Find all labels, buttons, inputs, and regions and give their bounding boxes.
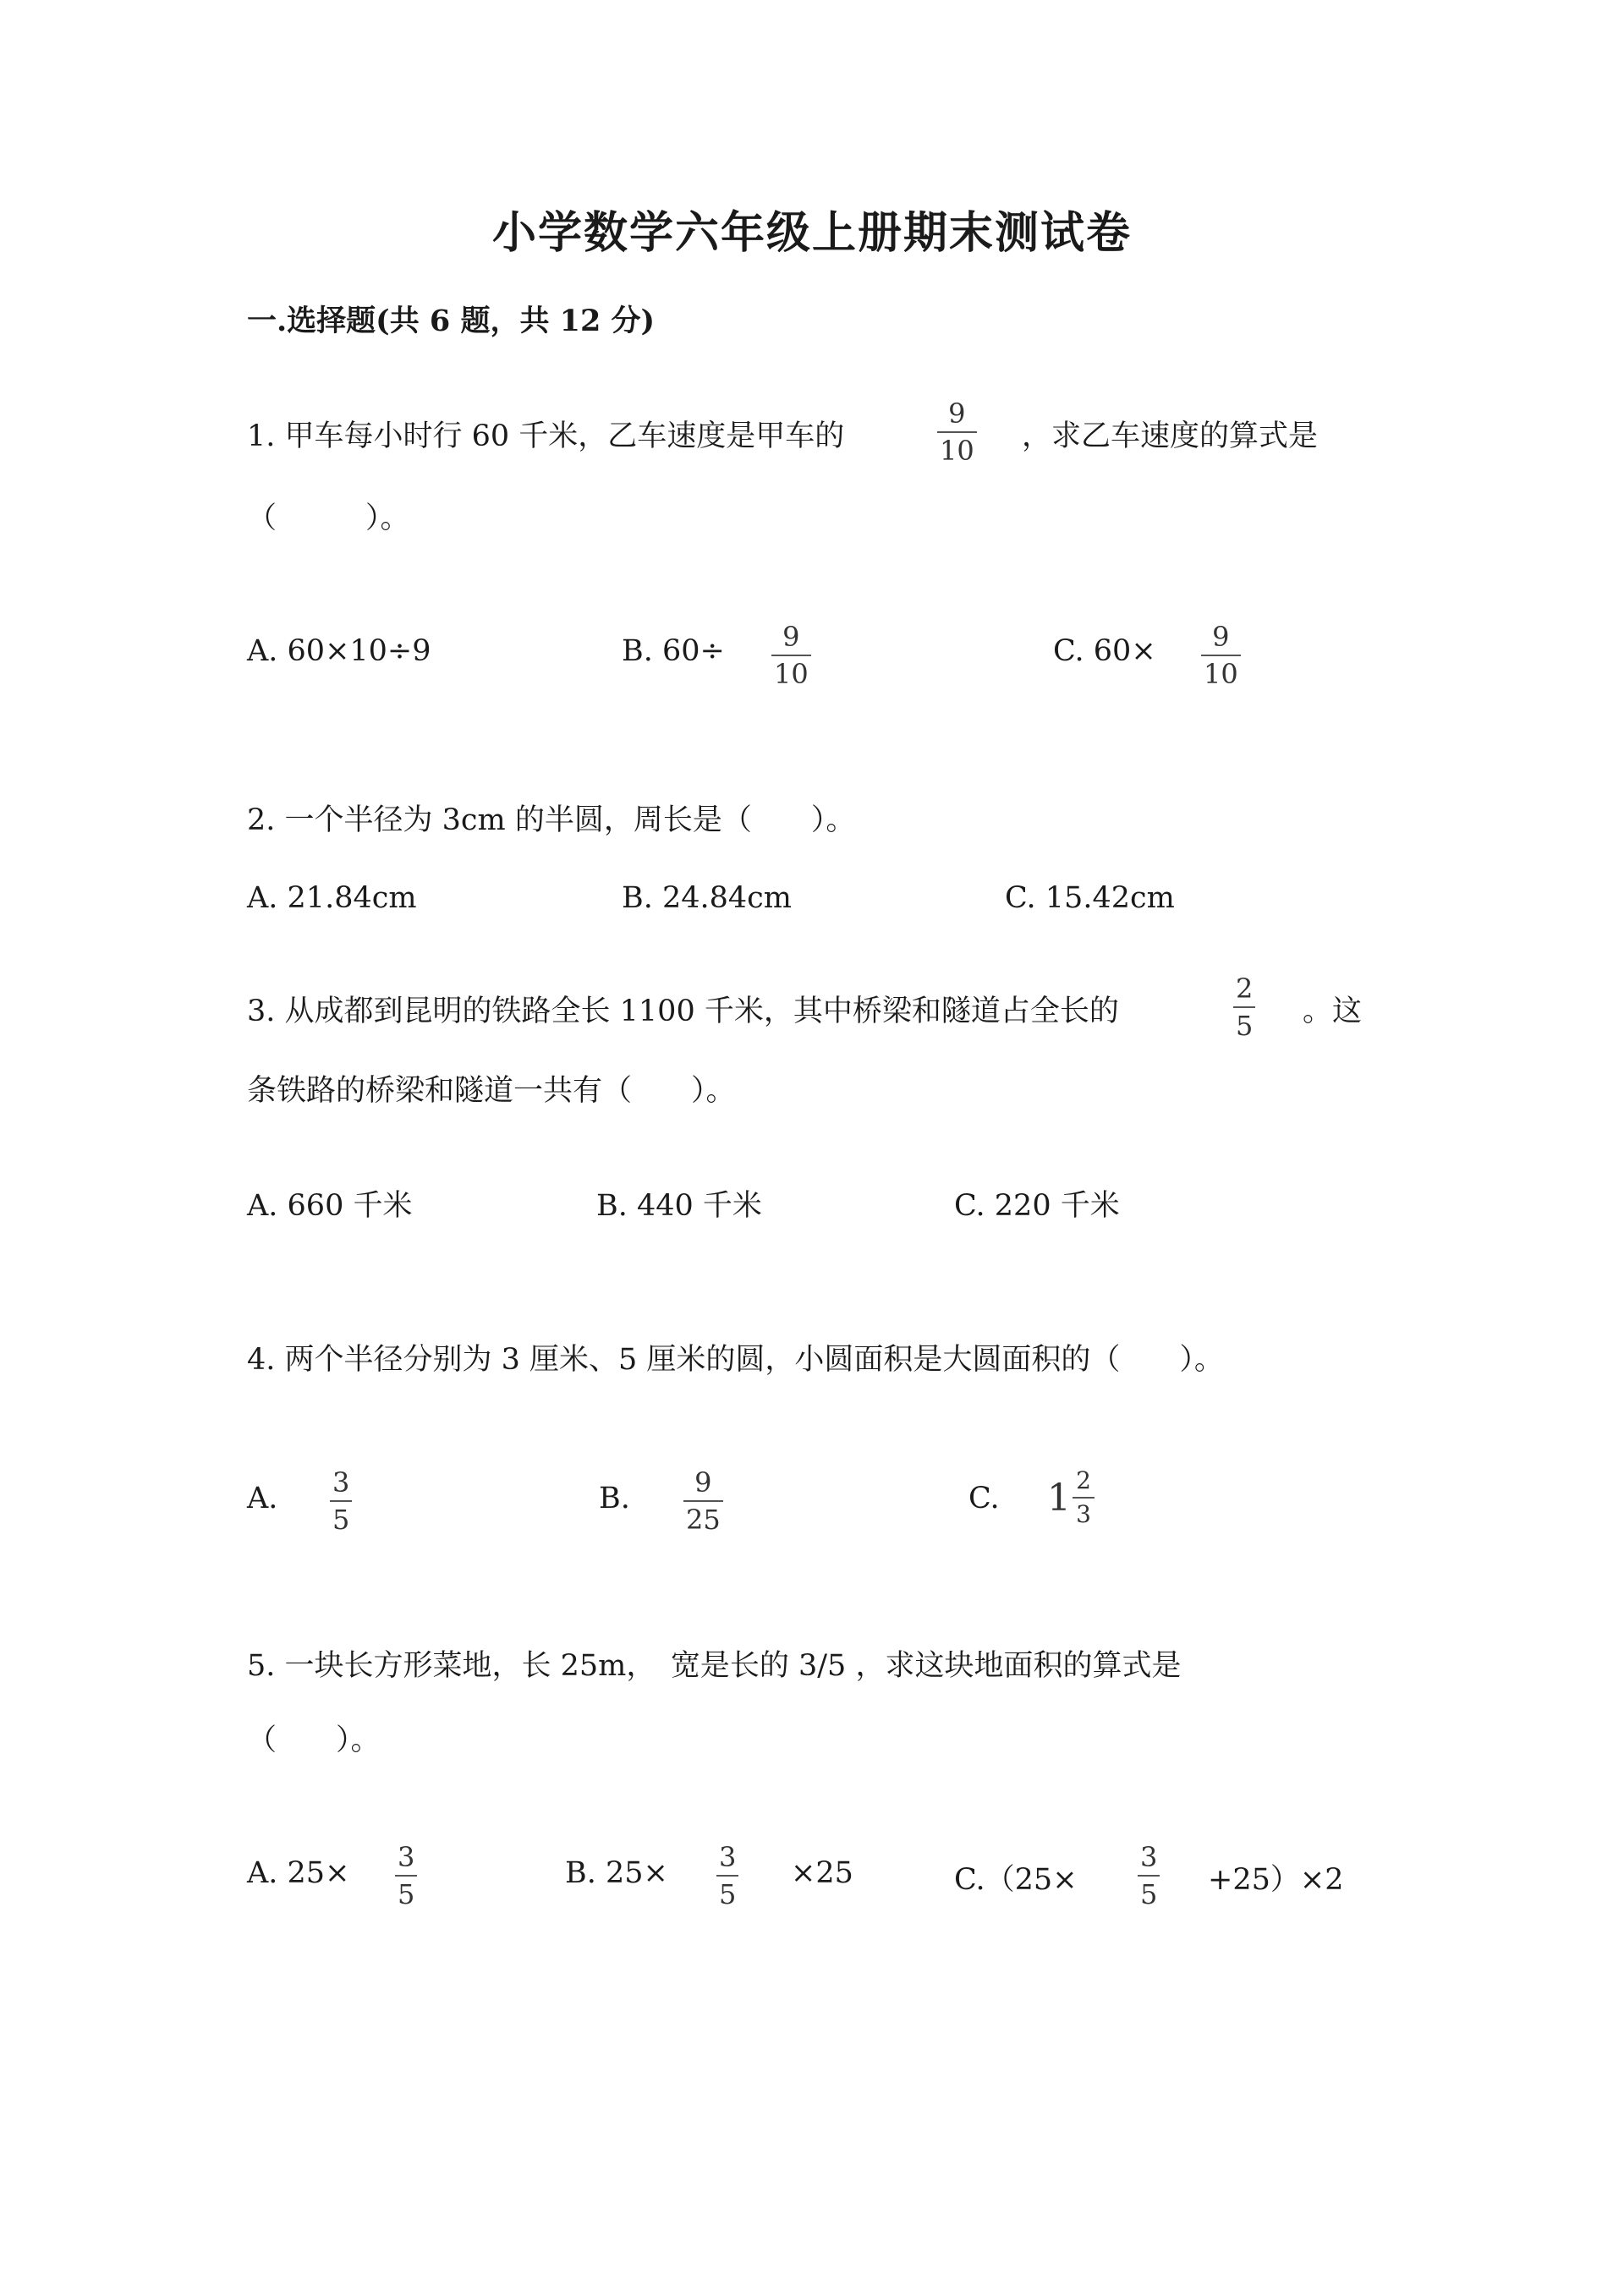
- question-3-option-b[interactable]: B. 440 千米: [596, 1189, 762, 1223]
- section-heading: 一.选择题(共 6 题，共 12 分): [247, 304, 656, 338]
- question-5-option-a[interactable]: A. 25×: [247, 1856, 350, 1890]
- fraction-denominator: 5: [1236, 1010, 1254, 1042]
- fraction-denominator: 5: [719, 1878, 737, 1910]
- fraction-numerator: 3: [332, 1466, 350, 1499]
- question-4-option-a-fraction: [330, 1466, 352, 1536]
- question-4-option-b[interactable]: B.: [599, 1482, 630, 1515]
- fraction-numerator: 9: [1212, 621, 1230, 653]
- question-5-option-b[interactable]: B. 25×: [565, 1856, 668, 1890]
- fraction-numerator: 3: [719, 1841, 737, 1873]
- question-4-option-b-fraction: [683, 1466, 723, 1536]
- question-3-option-a[interactable]: A. 660 千米: [247, 1189, 413, 1223]
- question-5-blank: （ ）。: [247, 1723, 381, 1757]
- fraction-denominator: 5: [332, 1504, 350, 1536]
- fraction-numerator: 3: [398, 1841, 415, 1873]
- fraction-denominator: 25: [686, 1504, 721, 1536]
- question-4-option-a[interactable]: A.: [247, 1482, 278, 1515]
- question-2-text: 2. 一个半径为 3cm 的半圆，周长是（ ）。: [247, 803, 856, 837]
- question-1-option-a[interactable]: A. 60×10÷9: [247, 634, 431, 668]
- fraction-numerator: 2: [1236, 973, 1254, 1005]
- fraction-denominator: 10: [940, 435, 974, 467]
- question-5-option-b-fraction: [716, 1841, 738, 1910]
- question-4-option-c-mixed-number: [1047, 1466, 1095, 1528]
- mixed-number-fraction: [1073, 1466, 1095, 1528]
- fraction-numerator: 9: [782, 621, 800, 653]
- question-5-option-a-fraction: [395, 1841, 417, 1910]
- fraction-numerator: 9: [948, 397, 966, 430]
- question-1-option-c-fraction: [1201, 623, 1241, 688]
- question-4-text: 4. 两个半径分别为 3 厘米、5 厘米的圆，小圆面积是大圆面积的（ ）。: [247, 1343, 1224, 1377]
- question-2-option-c[interactable]: C. 15.42cm: [1005, 881, 1175, 915]
- question-1-text: 1. 甲车每小时行 60 千米，乙车速度是甲车的: [247, 419, 845, 453]
- fraction-numerator: 3: [1140, 1841, 1158, 1873]
- question-5-option-c[interactable]: C.（25×: [954, 1863, 1078, 1897]
- question-5-option-c-tail: +25）×2: [1208, 1863, 1344, 1897]
- fraction-denominator: 5: [398, 1878, 415, 1910]
- question-1-option-b[interactable]: B. 60÷: [622, 634, 725, 668]
- question-5-option-b-tail: ×25: [791, 1856, 853, 1890]
- question-2-option-a[interactable]: A. 21.84cm: [247, 881, 417, 915]
- question-2-option-b[interactable]: B. 24.84cm: [622, 881, 792, 915]
- mixed-number-whole: 1: [1047, 1476, 1071, 1520]
- fraction-denominator: 10: [1204, 658, 1238, 690]
- fraction-numerator: 9: [694, 1466, 712, 1499]
- question-1-fraction: [937, 397, 977, 467]
- question-1-blank: （ ）。: [247, 501, 410, 535]
- question-5-text: 5. 一块长方形菜地，长 25m， 宽是长的 3/5 ，求这块地面积的算式是: [247, 1649, 1182, 1683]
- question-5-option-c-fraction: [1138, 1841, 1160, 1910]
- fraction-denominator: 10: [774, 658, 809, 690]
- question-3-text-cont: 。这: [1303, 995, 1363, 1028]
- question-3-line-2: 条铁路的桥梁和隧道一共有（ ）。: [247, 1074, 736, 1108]
- question-3-fraction: [1233, 973, 1255, 1042]
- page-title: 小学数学六年级上册期末测试卷: [491, 207, 1132, 259]
- question-3-text: 3. 从成都到昆明的铁路全长 1100 千米，其中桥梁和隧道占全长的: [247, 995, 1119, 1028]
- fraction-denominator: 5: [1140, 1878, 1158, 1910]
- fraction-denominator: 3: [1076, 1500, 1091, 1528]
- question-1-text-cont: ，求乙车速度的算式是: [1022, 419, 1319, 453]
- question-1-option-c[interactable]: C. 60×: [1053, 634, 1156, 668]
- question-4-option-c[interactable]: C.: [968, 1482, 1000, 1515]
- fraction-numerator: 2: [1076, 1466, 1091, 1494]
- question-1-option-b-fraction: [771, 623, 811, 688]
- question-3-option-c[interactable]: C. 220 千米: [954, 1189, 1120, 1223]
